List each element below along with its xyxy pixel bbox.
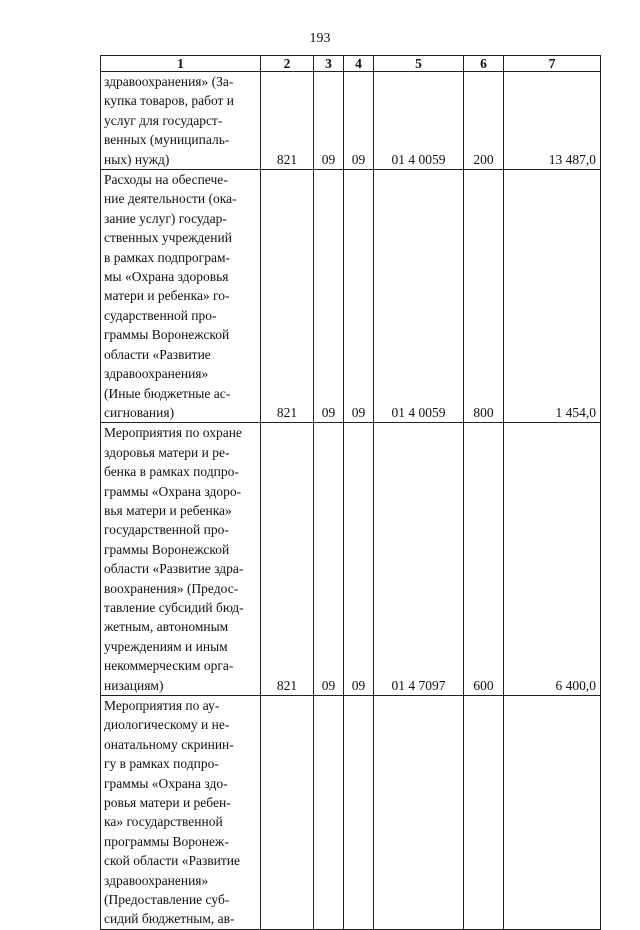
expense-type-code: 600 — [464, 423, 504, 696]
header-col-4: 4 — [344, 56, 374, 72]
description-line: воохранения» (Предос- — [104, 580, 239, 596]
header-col-2: 2 — [261, 56, 314, 72]
target-article-code: 01 4 0059 — [374, 170, 464, 423]
section-code — [314, 696, 344, 930]
description-line: ние деятельности (ока- — [104, 191, 237, 207]
table-header-row — [101, 56, 601, 72]
description-line: ка» государственной — [104, 814, 223, 830]
table-row — [101, 423, 601, 696]
description-line: в рамках подпрограм- — [104, 249, 231, 265]
expense-type-code: 200 — [464, 72, 504, 170]
header-col-3: 3 — [314, 56, 344, 72]
description-line: граммы Воронежской — [104, 327, 230, 343]
section-code: 09 — [314, 72, 344, 170]
target-article-code — [374, 696, 464, 930]
amount — [504, 696, 601, 930]
description-line: граммы «Охрана здоро- — [104, 483, 242, 499]
ministry-code: 821 — [261, 170, 314, 423]
subsection-code — [344, 696, 374, 930]
description-line: зание услуг) государ- — [104, 210, 227, 226]
header-col-6: 6 — [464, 56, 504, 72]
page-number: 193 — [309, 31, 331, 46]
amount: 1 454,0 — [504, 170, 601, 423]
row-description — [101, 696, 261, 930]
header-col-1: 1 — [101, 56, 261, 72]
description-line: сударственной про- — [104, 307, 217, 323]
row-description — [101, 72, 261, 170]
description-line: ровья матери и ребен- — [104, 795, 231, 811]
description-line: жетным, автономным — [104, 619, 229, 635]
ministry-code — [261, 696, 314, 930]
amount: 6 400,0 — [504, 423, 601, 696]
description-line: граммы Воронежской — [104, 541, 230, 557]
description-line: программы Воронеж- — [104, 833, 229, 849]
table-body — [101, 72, 601, 930]
description-line: венных (муниципаль- — [104, 132, 230, 148]
description-line: диологическому и не- — [104, 717, 230, 733]
expense-type-code — [464, 696, 504, 930]
subsection-code: 09 — [344, 423, 374, 696]
ministry-code: 821 — [261, 72, 314, 170]
table-row — [101, 696, 601, 930]
description-line: государственной про- — [104, 522, 229, 538]
description-line: здоровья матери и ре- — [104, 444, 230, 460]
description-line: мы «Охрана здоровья — [104, 269, 229, 285]
description-line: гу в рамках подпро- — [104, 756, 219, 772]
ministry-code: 821 — [261, 423, 314, 696]
row-description — [101, 423, 261, 696]
description-line: граммы «Охрана здо- — [104, 775, 228, 791]
description-line: услуг для государст- — [104, 112, 223, 128]
amount: 13 487,0 — [504, 72, 601, 170]
description-line: бенка в рамках подпро- — [104, 464, 239, 480]
table-row — [101, 72, 601, 170]
description-line: онатальному скринин- — [104, 736, 234, 752]
subsection-code: 09 — [344, 72, 374, 170]
description-line: низациям) — [104, 677, 164, 693]
description-line: (Предоставление суб- — [104, 892, 230, 908]
description-line: здравоохранения» — [104, 872, 209, 888]
description-line: области «Развитие здра- — [104, 561, 244, 577]
description-line: ской области «Развитие — [104, 853, 241, 869]
description-line: здравоохранения» — [104, 366, 209, 382]
budget-table — [100, 55, 601, 930]
description-line: сидий бюджетным, ав- — [104, 911, 235, 927]
section-code: 09 — [314, 423, 344, 696]
target-article-code: 01 4 7097 — [374, 423, 464, 696]
description-line: матери и ребенка» го- — [104, 288, 230, 304]
target-article-code: 01 4 0059 — [374, 72, 464, 170]
description-line: (Иные бюджетные ас- — [104, 385, 231, 401]
description-line: здравоохранения» (За- — [104, 74, 234, 89]
table-row — [101, 170, 601, 423]
section-code: 09 — [314, 170, 344, 423]
description-line: вья матери и ребенка» — [104, 502, 232, 518]
description-line: Расходы на обеспече- — [104, 172, 228, 188]
subsection-code: 09 — [344, 170, 374, 423]
expense-type-code: 800 — [464, 170, 504, 423]
description-line: ных) нужд) — [104, 151, 170, 167]
header-col-5: 5 — [374, 56, 464, 72]
description-line: некоммерческим орга- — [104, 658, 234, 674]
description-line: области «Развитие — [104, 346, 211, 362]
row-description — [101, 170, 261, 423]
description-line: тавление субсидий бюд- — [104, 599, 244, 615]
description-line: учреждениям и иным — [104, 638, 228, 654]
header-col-7: 7 — [504, 56, 601, 72]
description-line: ственных учреждений — [104, 230, 232, 246]
description-line: Мероприятия по ау- — [104, 698, 220, 713]
description-line: Мероприятия по охране — [104, 425, 242, 441]
description-line: купка товаров, работ и — [104, 93, 235, 109]
description-line: сигнования) — [104, 404, 175, 420]
